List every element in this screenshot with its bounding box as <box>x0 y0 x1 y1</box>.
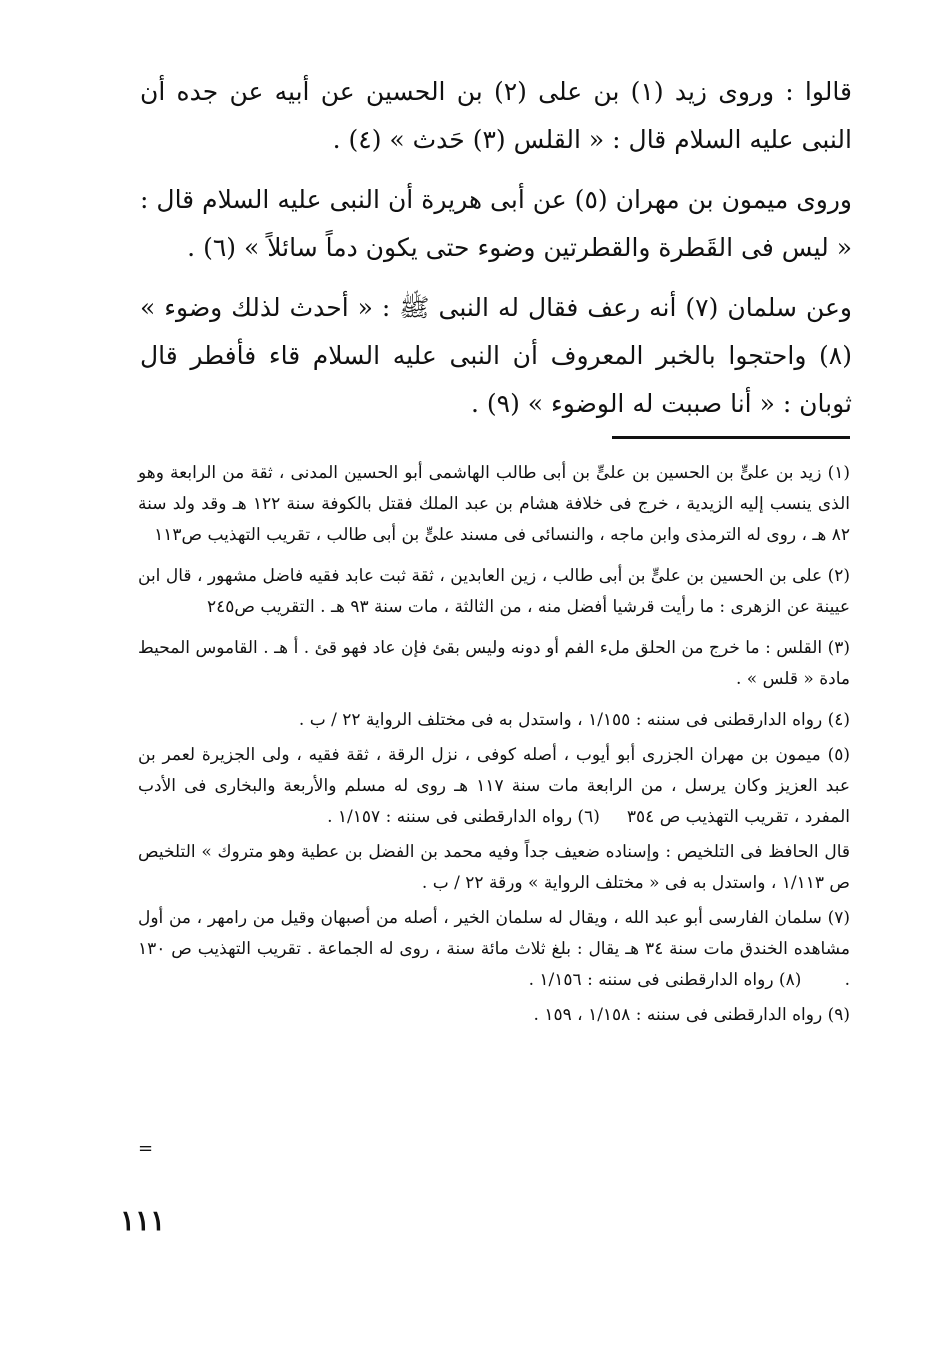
page-number: ١١١ <box>120 1204 166 1237</box>
continuation-mark: = <box>138 1138 154 1159</box>
footnotes <box>138 458 850 1041</box>
footnote-3: (٣) القلس : ما خرج من الحلق ملء الفم أو دونه وليس بقئ فإن عاد فهو قئ . أ هـ . القاموس المحيط مادة « قلس » . <box>138 638 850 689</box>
main-paragraph-2: وروى ميمون بن مهران (٥) عن أبى هريرة أن النبى عليه السلام قال : « ليس فى القَطرة والقطرتين وضوء حتى يكون دماً سائلاً » (٦) . <box>140 185 852 262</box>
main-paragraph-1: قالوا : وروى زيد (١) بن على (٢) بن الحسين عن أبيه عن جده أن النبى عليه السلام قال : « القلس (٣) حَدث » (٤) . <box>140 77 852 154</box>
footnote-separator <box>612 436 850 439</box>
footnote-4: (٤) رواه الدارقطنى فى سننه : ١/١٥٥ ، واستدل به فى مختلف الرواية ٢٢ / ب . <box>298 710 850 730</box>
footnote-8: (٨) رواه الدارقطنى فى سننه : ١/١٥٦ . <box>528 970 802 990</box>
main-paragraph-3: وعن سلمان (٧) أنه رعف فقال له النبى ﷺ : « أحدث لذلك وضوء » (٨) واحتجوا بالخبر المعروف أن النبى عليه السلام قاء فأفطر قال ثوبان : « أنا صببت له الوضوء » (٩) . <box>140 293 852 418</box>
footnote-7 <box>138 903 850 996</box>
footnote-6-continued: قال الحافظ فى التلخيص : وإسناده ضعيف جداً وفيه محمد بن الفضل بن عطية وهو متروك » التلخيص ص ١/١١٣ ، واستدل به فى « مختلف الرواية » ورقة ٢٢ / ب . <box>138 842 850 893</box>
footnote-5-text: (٥) ميمون بن مهران الجزرى أبو أيوب ، أصله كوفى ، نزل الرقة ، ثقة فقيه ، ولى الجزيرة لعمر بن عبد العزيز وكان يرسل ، من الرابعة مات سنة ١١٧ هـ روى له مسلم والأربعة والبخارى فى الأدب المفرد ، تقريب التهذيب ص ٣٥٤ <box>138 745 850 827</box>
footnote-6: (٦) رواه الدارقطنى فى سننه : ١/١٥٧ . <box>327 807 600 827</box>
main-text <box>140 68 852 440</box>
footnote-2: (٢) على بن الحسين بن علىٍّ بن أبى طالب ، زين العابدين ، ثقة ثبت عابد فقيه فاضل مشهور ، قال ابن عيينة عن الزهرى : ما رأيت قرشيا أفضل منه ، من الثالثة ، مات سنة ٩٣ هـ . التقريب ص٢٤٥ <box>138 566 850 617</box>
footnote-9: (٩) رواه الدارقطنى فى سننه : ١/١٥٨ ، ١٥٩ . <box>533 1005 850 1025</box>
footnote-5 <box>138 740 850 833</box>
footnote-1: (١) زيد بن علىٍّ بن الحسين بن علىٍّ بن أبى طالب الهاشمى أبو الحسين المدنى ، ثقة من الرابعة وهو الذى ينسب إليه الزيدية ، خرج فى خلافة هشام بن عبد الملك فقتل بالكوفة سنة ١٢٢ هـ وقد ولد سنة ٨٢ هـ ، روى له الترمذى وابن ماجه ، والنسائى فى مسند علىٍّ بن أبى طالب ، تقريب التهذيب ص١١٣ <box>138 463 850 545</box>
footnote-7-text: (٧) سلمان الفارسى أبو عبد الله ، ويقال له سلمان الخير ، أصله من أصبهان وقيل من رامهر ، من أول مشاهده الخندق مات سنة ٣٤ هـ يقال : بلغ ثلاث مائة سنة ، روى له الجماعة . تقريب التهذيب ص ١٣٠ . <box>138 908 850 990</box>
